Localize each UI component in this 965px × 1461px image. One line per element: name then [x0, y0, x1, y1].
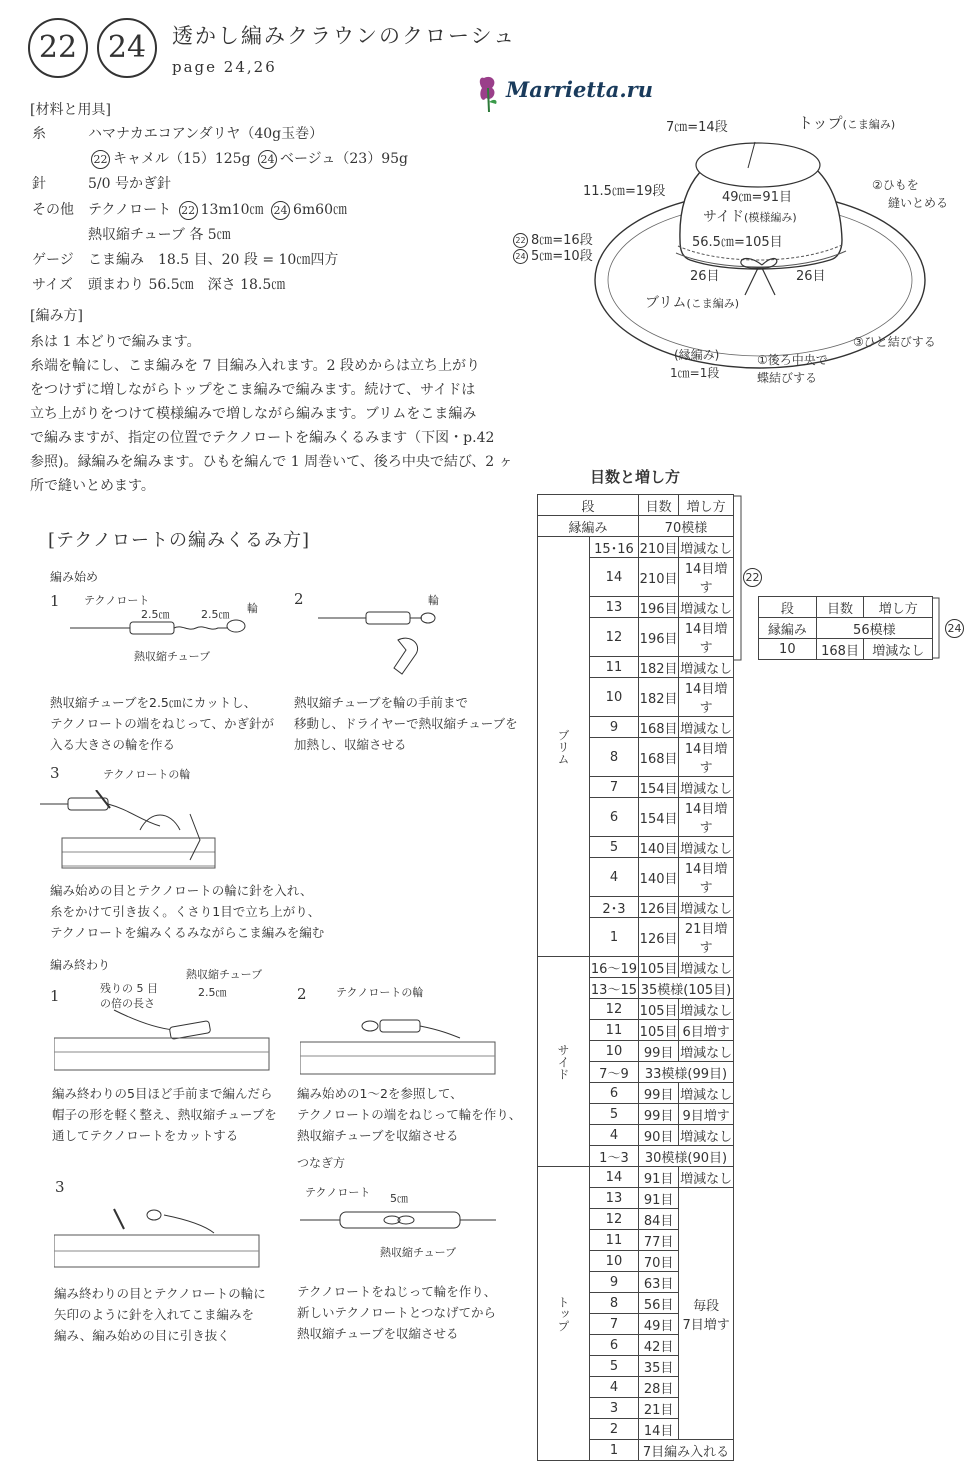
label-remain-1: 残りの 5 目 [100, 982, 158, 995]
end-2-illustration [300, 1004, 500, 1076]
row-count: 35模様(105目) [638, 978, 733, 999]
edge-label: 縁編み [759, 618, 817, 639]
row-count: 105目 [638, 1020, 678, 1041]
row-count: 91目 [638, 1167, 678, 1188]
crown-top [696, 143, 820, 187]
other-22: 13m10㎝ [200, 202, 264, 218]
table-row [538, 537, 734, 558]
start-2-illustration [318, 600, 448, 680]
row-num: 12 [590, 1209, 639, 1230]
label-5cm: 5㎝ [390, 1192, 408, 1205]
row-count: 154目 [638, 777, 678, 798]
caption-line: 帽子の形を軽く整え、熱収縮チューブを [52, 1107, 277, 1122]
row-inc: 6目増す [679, 1020, 734, 1041]
end-heading: 編み終わり [50, 958, 111, 972]
label-tube-3: 熱収縮チューブ [380, 1246, 457, 1259]
row-count: 7目編み入れる [638, 1440, 733, 1461]
gauge-value: こま編み 18.5 目、20 段 = 10㎝四方 [88, 252, 339, 268]
side-section-label: サイド [538, 957, 590, 1167]
label-tube-2: 熱収縮チューブ [186, 968, 263, 981]
caption-line: テクノロートを編みくるみながらこま編みを編む [50, 925, 325, 940]
row-num: 5 [590, 837, 639, 858]
needle-label: 針 [32, 176, 46, 192]
row-count: 168目 [638, 738, 678, 777]
row-inc: 増減なし [679, 777, 734, 798]
hat-brim-rows-24 [510, 245, 593, 264]
th-count: 目数 [816, 597, 864, 618]
row-count: 168目 [816, 639, 864, 660]
row-inc: 14目増す [679, 798, 734, 837]
row-count: 210目 [638, 558, 678, 597]
row-inc: 21目増す [679, 918, 734, 957]
row-inc: 増減なし [864, 639, 933, 660]
brim-rows-22: 8㎝=16段 [531, 233, 593, 248]
hat-right-26: 26目 [796, 269, 826, 284]
hat-side-stitches: 49㎝=91目 [722, 190, 792, 205]
caption-line: 編み始めの1〜2を参照して、 [297, 1086, 463, 1101]
table-22-bracket [733, 494, 747, 662]
th-row: 段 [759, 597, 817, 618]
brim-rows-24: 5㎝=10段 [531, 249, 593, 264]
row-count: 84目 [638, 1209, 678, 1230]
row-inc: 増減なし [679, 1041, 734, 1062]
start-step-2: 2 [294, 590, 304, 608]
caption-line: 編み、編み始めの目に引き抜く [54, 1328, 230, 1343]
yarn-24: ベージュ（23）95g [279, 151, 408, 167]
row-count: 28目 [638, 1377, 678, 1398]
label-ring: 輪 [247, 602, 258, 615]
size-value: 頭まわり 56.5㎝ 深さ 18.5㎝ [88, 277, 286, 293]
row-num: 10 [590, 678, 639, 717]
stitch-count-table [537, 494, 734, 1461]
row-inc: 増減なし [679, 837, 734, 858]
label-ring-techno: テクノロートの輪 [103, 768, 191, 781]
end-step-1: 1 [50, 987, 60, 1005]
techno-heading: [テクノロートの編みくるみ方] [48, 530, 310, 551]
merged-line: 7目増す [682, 1317, 730, 1333]
join-caption [297, 1281, 496, 1344]
row-num: 15･16 [590, 537, 639, 558]
row-num: 10 [590, 1041, 639, 1062]
row-count: 105目 [638, 999, 678, 1020]
row-count: 182目 [638, 678, 678, 717]
method-heading: [編み方] [30, 308, 83, 324]
row-num: 12 [590, 999, 639, 1020]
row-count: 196目 [638, 618, 678, 657]
row-inc: 増減なし [679, 1125, 734, 1146]
hat-brim-label [645, 292, 739, 312]
caption-line: 編み終わりの目とテクノロートの輪に [54, 1286, 266, 1301]
row-inc: 14目増す [679, 678, 734, 717]
method-line: 立ち上がりをつけて模様編みで増しながら編みます。ブリムをこま編み [30, 406, 477, 422]
row-count: 21目 [638, 1398, 678, 1419]
edge-value: 70模様 [638, 516, 733, 537]
row-num: 2･3 [590, 897, 639, 918]
merged-line: 毎段 [693, 1298, 720, 1314]
row-count: 14目 [638, 1419, 678, 1440]
caption-line: 矢印のように針を入れてこま編みを [54, 1307, 255, 1322]
top-stitch: (こま編み) [842, 118, 896, 131]
hat-note-2b: 縫いとめる [888, 196, 949, 210]
table-row [538, 957, 734, 978]
table-24-marker [942, 618, 965, 638]
end-2-caption [297, 1083, 521, 1146]
row-inc: 14目増す [679, 738, 734, 777]
row-num: 9 [590, 717, 639, 738]
size-label: サイズ [32, 277, 73, 293]
edge-label: 縁編み [538, 516, 639, 537]
row-inc: 14目増す [679, 858, 734, 897]
hat-edge-label: (縁編み) [674, 348, 720, 362]
row-count: 182目 [638, 657, 678, 678]
other-value [88, 198, 347, 223]
row-count: 90目 [638, 1125, 678, 1146]
side-label: サイド [703, 209, 745, 225]
row-inc: 14目増す [679, 558, 734, 597]
row-count: 33模様(99目) [638, 1062, 733, 1083]
table-title: 目数と増し方 [590, 468, 681, 486]
row-num: 4 [590, 1377, 639, 1398]
yarn-colors [88, 147, 408, 172]
row-num: 1 [590, 918, 639, 957]
row-num: 9 [590, 1272, 639, 1293]
row-count: 99目 [638, 1041, 678, 1062]
row-num: 8 [590, 738, 639, 777]
start-heading: 編み始め [50, 570, 99, 584]
start-step-1: 1 [50, 592, 60, 610]
row-inc: 増減なし [679, 597, 734, 618]
row-num: 11 [590, 1020, 639, 1041]
flower-logo-icon [478, 74, 502, 114]
row-num: 5 [590, 1104, 639, 1125]
hat-side-label [703, 206, 797, 226]
other-24: 6m60㎝ [292, 202, 347, 218]
row-inc: 増減なし [679, 999, 734, 1020]
th-inc: 増し方 [679, 495, 734, 516]
caption-line: 熱収縮チューブを収縮させる [297, 1326, 459, 1341]
end-step-3: 3 [55, 1178, 65, 1196]
circled-22-icon: 22 [743, 568, 762, 587]
end-3-illustration [54, 1205, 264, 1275]
row-count: 140目 [638, 858, 678, 897]
row-num: 10 [759, 639, 817, 660]
row-count: 70目 [638, 1251, 678, 1272]
caption-line: 編み終わりの5目ほど手前まで編んだら [52, 1086, 273, 1101]
brim-section-label: ブリム [538, 537, 590, 957]
pattern-number-badge-22: 22 [28, 18, 88, 78]
row-num: 13 [590, 1188, 639, 1209]
circled-24-icon: 24 [513, 249, 528, 264]
start-1-illustration [70, 612, 250, 642]
table-row [538, 1167, 734, 1188]
hat-side-rows: 11.5㎝=19段 [583, 184, 666, 199]
needle-value: 5/0 号かぎ針 [88, 176, 171, 192]
row-num: 14 [590, 1167, 639, 1188]
label-2-5cm: 2.5㎝ [141, 608, 170, 621]
caption-line: 熱収縮チューブを収縮させる [297, 1128, 459, 1143]
hat-top-label [798, 112, 895, 133]
other-label: その他 [32, 202, 74, 218]
other-techno: テクノロート [88, 202, 172, 218]
start-3-illustration [40, 790, 220, 880]
hat-edge-rows: 1㎝=1段 [670, 366, 720, 380]
row-count: 126目 [638, 897, 678, 918]
end-step-2: 2 [297, 985, 307, 1003]
row-num: 4 [590, 858, 639, 897]
label-2-5cm-b: 2.5㎝ [201, 608, 230, 621]
row-num: 14 [590, 558, 639, 597]
caption-line: 通してテクノロートをカットする [52, 1128, 239, 1143]
top-label: トップ [798, 114, 843, 132]
label-ring-techno-2: テクノロートの輪 [336, 986, 424, 999]
method-line: 参照)。縁編みを編みます。ひもを編んで 1 周巻いて、後ろ中央で結び、2 ヶ [30, 454, 513, 470]
hat-note-3: ③ひと結びする [853, 335, 936, 349]
caption-line: 編み始めの目とテクノロートの輪に針を入れ、 [50, 883, 313, 898]
site-watermark: Marrietta.ru [506, 77, 653, 102]
method-line: 所で縫いとめます。 [30, 478, 155, 494]
label-techno-2: テクノロート [305, 1186, 371, 1199]
method-line: 糸は 1 本どりで編みます。 [30, 334, 201, 350]
edge-value: 56模様 [816, 618, 932, 639]
top-section-label: トップ [538, 1167, 590, 1461]
row-num: 6 [590, 1335, 639, 1356]
join-illustration [300, 1200, 500, 1240]
pattern-number-badge-24: 24 [97, 18, 157, 78]
other-tube: 熱収縮チューブ 各 5㎝ [88, 227, 231, 243]
caption-line: テクノロートをねじって輪を作り、 [297, 1284, 497, 1299]
row-num: 11 [590, 1230, 639, 1251]
row-num: 4 [590, 1125, 639, 1146]
hat-brim-stitches: 56.5㎝=105目 [692, 235, 783, 250]
row-inc: 増減なし [679, 657, 734, 678]
row-count: 56目 [638, 1293, 678, 1314]
hat-note-2a: ②ひもを [872, 178, 919, 192]
row-inc: 増減なし [679, 1083, 734, 1104]
row-count: 77目 [638, 1230, 678, 1251]
method-line: で編みますが、指定の位置でテクノロートを編みくるみます（下図・p.42 [30, 430, 495, 446]
row-num: 13〜15 [590, 978, 639, 999]
yarn-22: キャメル（15）125g [113, 151, 251, 167]
row-num: 8 [590, 1293, 639, 1314]
row-num: 6 [590, 798, 639, 837]
caption-line: 熱収縮チューブを輪の手前まで [294, 695, 469, 710]
row-num: 1〜3 [590, 1146, 639, 1167]
row-num: 3 [590, 1398, 639, 1419]
table-row [538, 516, 734, 537]
row-count: 49目 [638, 1314, 678, 1335]
end-1-caption [52, 1083, 277, 1146]
page-title: 透かし編みクラウンのクローシュ [172, 24, 517, 48]
th-row: 段 [538, 495, 639, 516]
row-num: 5 [590, 1356, 639, 1377]
row-num: 11 [590, 657, 639, 678]
circled-22-icon: 22 [179, 201, 198, 220]
caption-line: 糸をかけて引き抜く。くさり1目で立ち上がり、 [50, 904, 321, 919]
row-num: 7 [590, 777, 639, 798]
caption-line: 新しいテクノロートとつなげてから [297, 1305, 497, 1320]
start-3-caption [50, 880, 324, 943]
row-num: 16〜19 [590, 957, 639, 978]
caption-line: テクノロートの端をねじって、かぎ針が [50, 716, 275, 731]
circled-22-icon: 22 [513, 233, 528, 248]
yarn-value: ハマナカエコアンダリヤ（40g玉巻） [88, 126, 324, 142]
row-inc: 増減なし [679, 1167, 734, 1188]
row-inc: 14目増す [679, 618, 734, 657]
start-2-caption [294, 692, 518, 755]
row-count: 99目 [638, 1104, 678, 1125]
caption-line: 熱収縮チューブを2.5㎝にカットし、 [50, 695, 257, 710]
label-techno: テクノロート [84, 594, 150, 607]
row-num: 7〜9 [590, 1062, 639, 1083]
start-1-caption [50, 692, 274, 755]
materials-heading: [材料と用具] [30, 102, 111, 118]
circled-22-icon: 22 [91, 150, 110, 169]
row-num: 10 [590, 1251, 639, 1272]
row-inc: 9目増す [679, 1104, 734, 1125]
caption-line: 加熱し、収縮させる [294, 737, 407, 752]
caption-line: テクノロートの端をねじって輪を作り、 [297, 1107, 522, 1122]
row-num: 6 [590, 1083, 639, 1104]
row-inc: 増減なし [679, 537, 734, 558]
row-inc: 増減なし [679, 717, 734, 738]
end-3-caption [54, 1283, 266, 1346]
row-inc: 増減なし [679, 897, 734, 918]
label-ring-2: 輪 [428, 594, 439, 607]
row-num: 7 [590, 1314, 639, 1335]
circled-24-icon: 24 [945, 619, 964, 638]
stitch-count-table-24 [758, 596, 933, 660]
th-inc: 増し方 [864, 597, 933, 618]
row-count: 30模様(90目) [638, 1146, 733, 1167]
hat-note-1b: 蝶結びする [757, 371, 818, 385]
row-count: 210目 [638, 537, 678, 558]
row-count: 126目 [638, 918, 678, 957]
row-count: 63目 [638, 1272, 678, 1293]
end-1-illustration [54, 1000, 274, 1075]
method-text [30, 330, 540, 498]
circled-24-icon: 24 [271, 201, 290, 220]
row-count: 99目 [638, 1083, 678, 1104]
brim-stitch: (こま編み) [686, 297, 740, 310]
method-line: をつけずに増しながらトップをこま編みで編みます。続けて、サイドは [30, 382, 476, 398]
th-count: 目数 [638, 495, 678, 516]
row-count: 105目 [638, 957, 678, 978]
gauge-label: ゲージ [32, 252, 74, 268]
table-header-row [538, 495, 734, 516]
circled-24-icon: 24 [258, 150, 277, 169]
caption-line: 入る大きさの輪を作る [50, 737, 176, 752]
row-count: 35目 [638, 1356, 678, 1377]
caption-line: 移動し、ドライヤーで熱収縮チューブを [294, 716, 518, 731]
hat-note-1a: ①後ろ中央で [757, 353, 828, 367]
row-count: 91目 [638, 1188, 678, 1209]
label-remain-2: の倍の長さ [100, 997, 155, 1010]
join-heading: つなぎ方 [297, 1156, 346, 1170]
row-num: 1 [590, 1440, 639, 1461]
label-tube: 熱収縮チューブ [134, 650, 211, 663]
page-reference: page 24,26 [172, 58, 277, 76]
row-num: 12 [590, 618, 639, 657]
brim-label: ブリム [645, 295, 687, 311]
row-count: 140目 [638, 837, 678, 858]
start-step-3: 3 [50, 764, 60, 782]
yarn-label: 糸 [32, 126, 46, 142]
label-2-5cm-c: 2.5㎝ [198, 986, 227, 999]
row-count: 168目 [638, 717, 678, 738]
hat-left-26: 26目 [690, 269, 720, 284]
row-count: 196目 [638, 597, 678, 618]
row-num: 2 [590, 1419, 639, 1440]
row-count: 42目 [638, 1335, 678, 1356]
row-count: 154目 [638, 798, 678, 837]
method-line: 糸端を輪にし、こま編みを 7 目編み入れます。2 段めからは立ち上がり [30, 358, 481, 374]
hat-top-rows: 7㎝=14段 [666, 120, 728, 135]
side-stitch: (模様編み) [744, 211, 797, 224]
row-num: 13 [590, 597, 639, 618]
row-inc: 増減なし [679, 957, 734, 978]
merged-increase-cell [679, 1188, 734, 1440]
